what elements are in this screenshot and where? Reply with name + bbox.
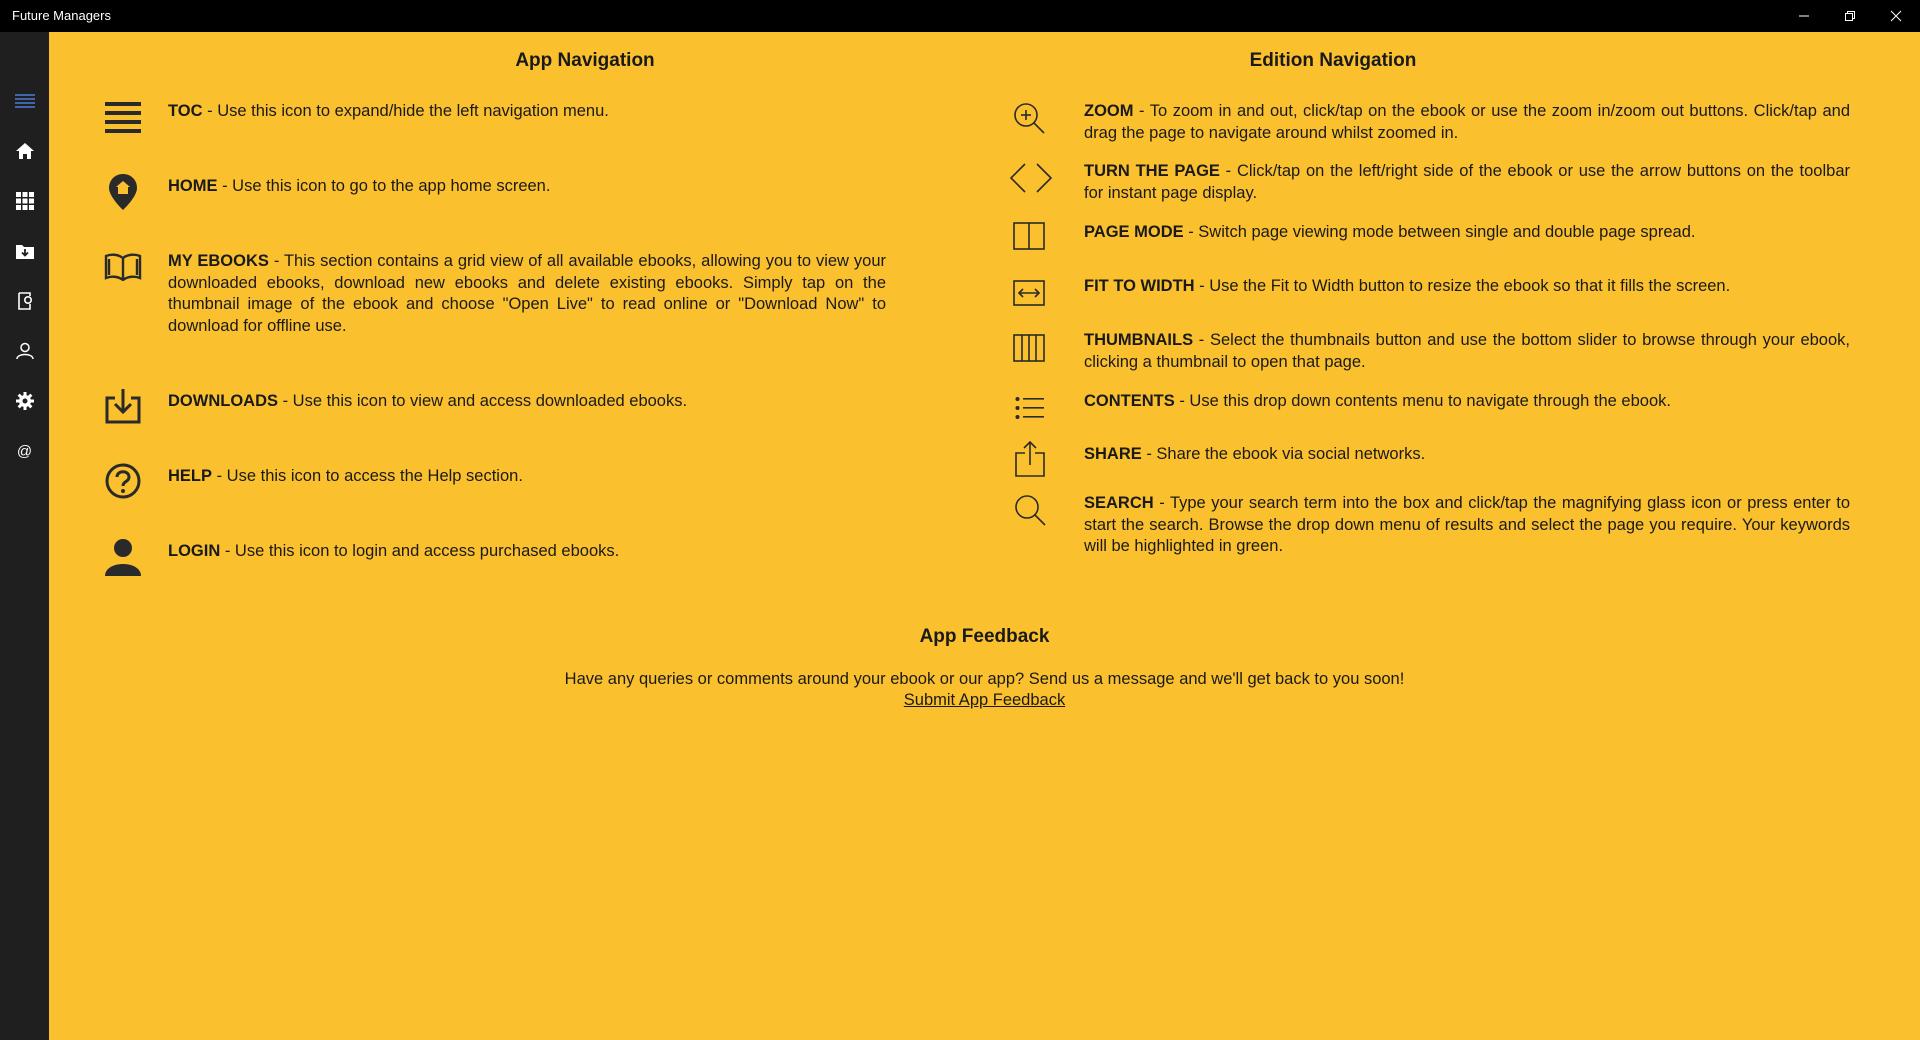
download-icon	[105, 388, 141, 424]
edition-nav-item-turn-page: TURN THE PAGE - Click/tap on the left/right side of the ebook or use the arrow buttons on the toolbar for instant page display.	[1084, 162, 1851, 202]
search-icon	[1013, 493, 1047, 527]
open-book-icon	[104, 253, 142, 281]
at-icon: @	[16, 442, 33, 460]
edition-nav-item-search: SEARCH - Type your search term into the box and click/tap the magnifying glass icon or press enter to start the search. Browse the drop down menu of results and select the page you require. Your keywords will be highlighted in green.	[1084, 494, 1850, 555]
app-navigation-title: App Navigation	[515, 50, 655, 71]
minimize-button[interactable]	[1781, 0, 1827, 32]
title-bar	[0, 0, 1920, 32]
home-icon	[16, 143, 34, 159]
help-icon	[105, 463, 141, 499]
app-nav-item-help: HELP - Use this icon to access the Help section.	[168, 467, 523, 485]
left-navigation	[0, 32, 49, 1040]
restore-button[interactable]	[1827, 0, 1873, 32]
feedback-message: Have any queries or comments around your ebook or our app? Send us a message and we'll get back to you soon!	[564, 670, 1405, 688]
edition-nav-item-fit-to-width: FIT TO WIDTH - Use the Fit to Width button to resize the ebook so that it fills the screen.	[1084, 277, 1731, 295]
sidebar-item-my-ebooks[interactable]	[0, 181, 49, 221]
turn-page-arrows-icon	[1009, 162, 1053, 194]
page-mode-icon	[1013, 222, 1045, 250]
edition-navigation-title: Edition Navigation	[1249, 50, 1417, 71]
edition-nav-item-share: SHARE - Share the ebook via social networks.	[1084, 445, 1426, 463]
app-feedback-title: App Feedback	[919, 626, 1050, 647]
sidebar-item-help[interactable]	[0, 281, 49, 321]
hamburger-icon	[15, 93, 35, 109]
zoom-in-icon	[1012, 101, 1046, 135]
help-content	[49, 32, 1920, 1040]
app-nav-item-my-ebooks: MY EBOOKS - This section contains a grid view of all available ebooks, allowing you to view your downloaded ebooks, download new ebooks and delete existing ebooks. Simply tap on the thumbnail image of the ebook and choose "Open Live" to read online or "Download Now" to download for offline use.	[168, 252, 886, 335]
sidebar-item-login[interactable]	[0, 331, 49, 371]
contents-list-icon	[1015, 396, 1045, 420]
download-folder-icon	[16, 243, 34, 259]
hamburger-icon	[105, 101, 141, 135]
sidebar-item-contact[interactable]	[0, 431, 49, 471]
app-nav-item-toc: TOC - Use this icon to expand/hide the left navigation menu.	[168, 102, 609, 120]
user-icon	[16, 342, 34, 360]
close-icon	[1890, 10, 1902, 22]
edition-nav-item-contents: CONTENTS - Use this drop down contents menu to navigate through the ebook.	[1084, 392, 1671, 410]
sidebar-item-downloads[interactable]	[0, 231, 49, 271]
window-title: Future Managers	[12, 8, 111, 23]
sidebar-item-toc[interactable]	[0, 81, 49, 121]
user-icon	[105, 538, 141, 576]
edition-nav-item-thumbnails: THUMBNAILS - Select the thumbnails button and use the bottom slider to browse through your ebook, clicking a thumbnail to open that page.	[1084, 331, 1850, 371]
edition-nav-item-zoom: ZOOM - To zoom in and out, click/tap on the ebook or use the zoom in/zoom out buttons. Click/tap and drag the page to navigate around whilst zoomed in.	[1084, 102, 1850, 142]
gear-icon	[16, 392, 34, 410]
app-nav-item-downloads: DOWNLOADS - Use this icon to view and access downloaded ebooks.	[168, 392, 688, 410]
help-page-icon	[16, 292, 34, 310]
fit-to-width-icon	[1013, 280, 1045, 306]
sidebar-item-settings[interactable]	[0, 381, 49, 421]
share-icon	[1015, 441, 1045, 477]
submit-feedback-link[interactable]: Submit App Feedback	[903, 691, 1066, 709]
grid-icon	[16, 192, 34, 210]
sidebar-item-home[interactable]	[0, 131, 49, 171]
edition-nav-item-page-mode: PAGE MODE - Switch page viewing mode between single and double page spread.	[1084, 223, 1696, 241]
app-nav-item-home: HOME - Use this icon to go to the app home screen.	[168, 177, 551, 195]
home-pin-icon	[108, 173, 138, 211]
minimize-icon	[1798, 10, 1810, 22]
app-nav-item-login: LOGIN - Use this icon to login and access purchased ebooks.	[168, 542, 620, 560]
close-button[interactable]	[1873, 0, 1919, 32]
restore-icon	[1844, 10, 1856, 22]
thumbnails-icon	[1013, 334, 1045, 362]
